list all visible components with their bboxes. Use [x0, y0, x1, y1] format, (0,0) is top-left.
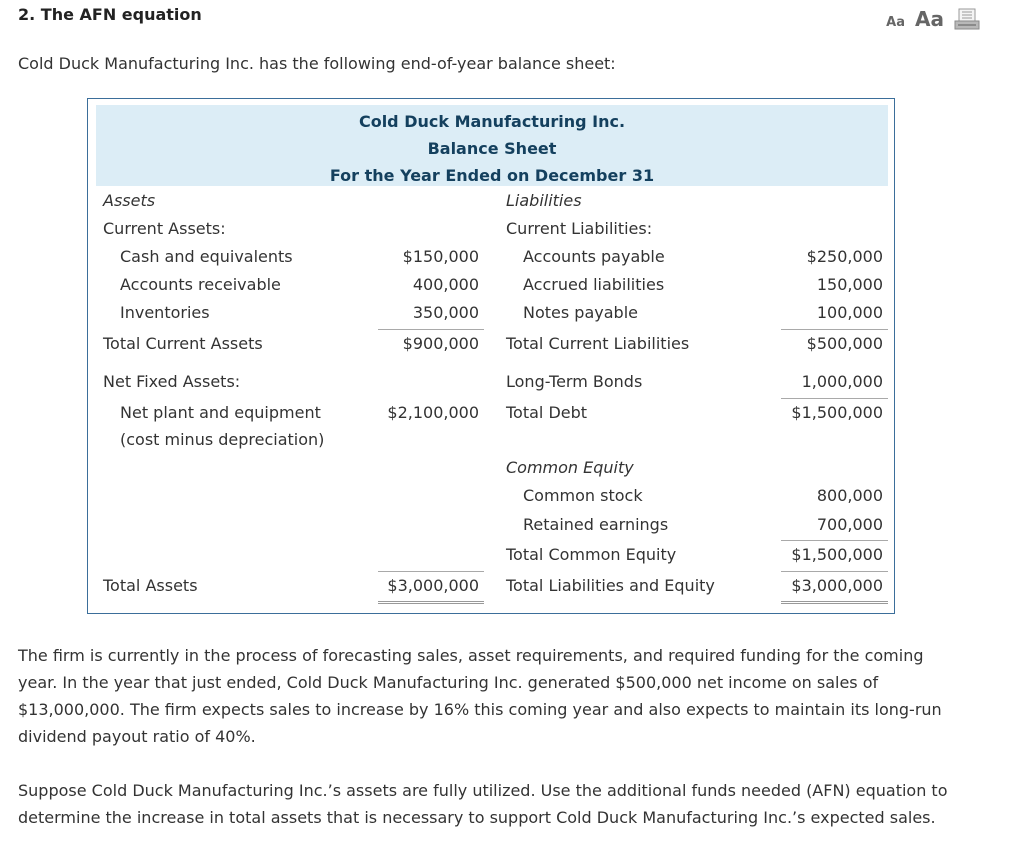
total-current-assets-label: Total Current Assets: [103, 334, 263, 353]
common-equity-heading: Common Equity: [506, 458, 634, 477]
paragraph-line: $13,000,000. The firm expects sales to increase by 16% this coming year and also expects to maintain its long-run: [18, 700, 942, 719]
printer-icon[interactable]: [954, 8, 980, 30]
total-liabilities-top-rule: [781, 571, 888, 572]
common-stock-label: Common stock: [523, 486, 643, 505]
retained-earnings-value: 700,000: [816, 515, 883, 534]
total-common-equity-label: Total Common Equity: [506, 545, 677, 564]
total-liabilities-double-rule: [781, 601, 888, 604]
accounts-payable-label: Accounts payable: [523, 247, 665, 266]
paragraph-line: year. In the year that just ended, Cold Duck Manufacturing Inc. generated $500,000 net income on sales of: [18, 673, 879, 692]
cash-label: Cash and equivalents: [120, 247, 293, 266]
total-common-equity-value: $1,500,000: [791, 545, 883, 564]
net-plant-value: $2,100,000: [387, 403, 479, 422]
inventories-label: Inventories: [120, 303, 210, 322]
balance-sheet-header: [96, 105, 888, 186]
accrued-liabilities-label: Accrued liabilities: [523, 275, 665, 294]
font-size-controls: [886, 4, 980, 31]
forecast-paragraph: [18, 642, 978, 750]
assets-heading: Assets: [103, 191, 156, 210]
equity-subtotal-rule: [781, 540, 888, 541]
accounts-payable-value: $250,000: [806, 247, 883, 266]
accounts-receivable-value: 400,000: [412, 275, 479, 294]
page-title: 2. The AFN equation: [18, 5, 202, 24]
current-liabilities-label: Current Liabilities:: [506, 219, 653, 238]
long-term-bonds-label: Long-Term Bonds: [506, 372, 643, 391]
net-plant-label: Net plant and equipment: [120, 403, 321, 422]
total-debt-label: Total Debt: [506, 403, 588, 422]
total-assets-double-rule: [378, 601, 484, 604]
total-liabilities-equity-value: $3,000,000: [791, 576, 883, 595]
increase-font-button[interactable]: Aa: [915, 7, 944, 31]
total-current-assets-value: $900,000: [402, 334, 479, 353]
cash-value: $150,000: [402, 247, 479, 266]
accounts-receivable-label: Accounts receivable: [120, 275, 281, 294]
net-fixed-assets-label: Net Fixed Assets:: [103, 372, 241, 391]
long-term-bonds-value: 1,000,000: [801, 372, 883, 391]
balance-sheet-table: [87, 98, 895, 614]
total-assets-label: Total Assets: [103, 576, 198, 595]
notes-payable-label: Notes payable: [523, 303, 638, 322]
net-plant-sublabel: (cost minus depreciation): [120, 430, 325, 449]
retained-earnings-label: Retained earnings: [523, 515, 669, 534]
statement-name: Balance Sheet: [427, 139, 557, 158]
question-paragraph: [18, 777, 978, 831]
accrued-liabilities-value: 150,000: [816, 275, 883, 294]
paragraph-line: Suppose Cold Duck Manufacturing Inc.’s assets are fully utilized. Use the additional funds needed (AFN) equation to: [18, 781, 948, 800]
liability-subtotal-rule: [781, 329, 888, 330]
paragraph-line: determine the increase in total assets that is necessary to support Cold Duck Manufacturing Inc.’s expected sales.: [18, 808, 936, 827]
total-liabilities-equity-label: Total Liabilities and Equity: [506, 576, 715, 595]
liabilities-heading: Liabilities: [506, 191, 582, 210]
total-current-liabilities-label: Total Current Liabilities: [506, 334, 690, 353]
decrease-font-button[interactable]: Aa: [886, 15, 906, 30]
total-assets-top-rule: [378, 571, 484, 572]
total-assets-value: $3,000,000: [387, 576, 479, 595]
total-debt-value: $1,500,000: [791, 403, 883, 422]
common-stock-value: 800,000: [816, 486, 883, 505]
intro-text: Cold Duck Manufacturing Inc. has the following end-of-year balance sheet:: [18, 54, 616, 73]
asset-subtotal-rule: [378, 329, 484, 330]
debt-subtotal-rule: [781, 398, 888, 399]
company-name: Cold Duck Manufacturing Inc.: [358, 112, 626, 131]
paragraph-line: The firm is currently in the process of forecasting sales, asset requirements, and required funding for the coming: [18, 646, 924, 665]
total-current-liabilities-value: $500,000: [806, 334, 883, 353]
notes-payable-value: 100,000: [816, 303, 883, 322]
current-assets-label: Current Assets:: [103, 219, 226, 238]
paragraph-line: dividend payout ratio of 40%.: [18, 727, 256, 746]
statement-period: For the Year Ended on December 31: [329, 166, 655, 185]
inventories-value: 350,000: [412, 303, 479, 322]
